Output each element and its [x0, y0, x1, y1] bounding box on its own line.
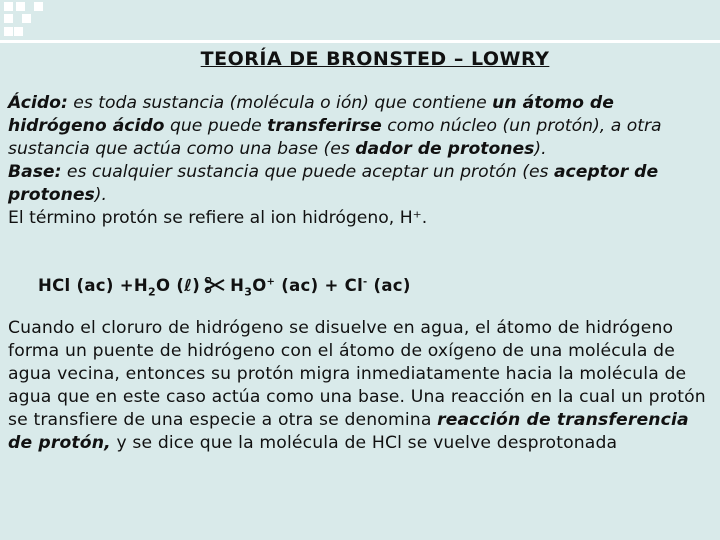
base-text: es cualquier sustancia que puede aceptar un protón (es [61, 162, 554, 182]
equilibrium-arrow-icon [204, 277, 226, 297]
equation-reactants: O (ℓ) [155, 276, 201, 295]
equation-products: (ac) + Cl [275, 276, 364, 295]
acid-text: es toda sustancia (molécula o ión) que contiene [67, 93, 493, 113]
base-emphasis: aceptor de protones [8, 162, 659, 205]
equation-subscript: 3 [244, 285, 253, 299]
explanation-text: Cuando el cloruro de hidrógeno se disuelve en agua, el átomo de hidrógeno forma un puente de hidrógeno con el átomo de oxígeno de una molécula de agua vecina, entonces su protón migra inmediatamente hacia la molécula de agua que en este caso actúa como una base. Una reacción en la cual un protón se transfiere de una especie a otra se denomina [8, 318, 706, 430]
base-text: ). [94, 185, 107, 205]
acid-definition [8, 92, 708, 161]
equation-subscript: 2 [148, 285, 156, 299]
header-divider [0, 40, 720, 43]
acid-emphasis: transferirse [267, 116, 382, 136]
reaction-equation [38, 276, 411, 298]
page-title: TEORÍA DE BRONSTED – LOWRY [200, 48, 550, 70]
acid-text: como núcleo (un protón), a otra sustancia que actúa como una base (es [8, 116, 662, 159]
equation-superscript: + [266, 276, 276, 288]
explanation-text: y se dice que la molécula de HCl se vuelve desprotonada [110, 433, 618, 453]
equation-products: O [252, 276, 267, 295]
acid-text: ). [534, 139, 547, 159]
equation-products: (ac) [367, 276, 411, 295]
acid-text: que puede [164, 116, 268, 136]
acid-label: Ácido: [8, 93, 68, 113]
equation-superscript: - [363, 276, 368, 288]
base-definition [8, 161, 708, 207]
explanation-paragraph [8, 317, 708, 455]
acid-emphasis: un átomo de hidrógeno ácido [8, 93, 614, 136]
proton-note: El término protón se refiere al ion hidrógeno, H⁺. [8, 208, 428, 228]
equation-reactants: HCl (ac) +H [38, 276, 148, 295]
acid-emphasis: dador de protones [355, 139, 535, 159]
definitions-block [8, 92, 708, 230]
base-label: Base: [8, 162, 62, 182]
explanation-emphasis: reacción de transferencia de protón, [8, 410, 689, 453]
equation-products: H [230, 276, 245, 295]
